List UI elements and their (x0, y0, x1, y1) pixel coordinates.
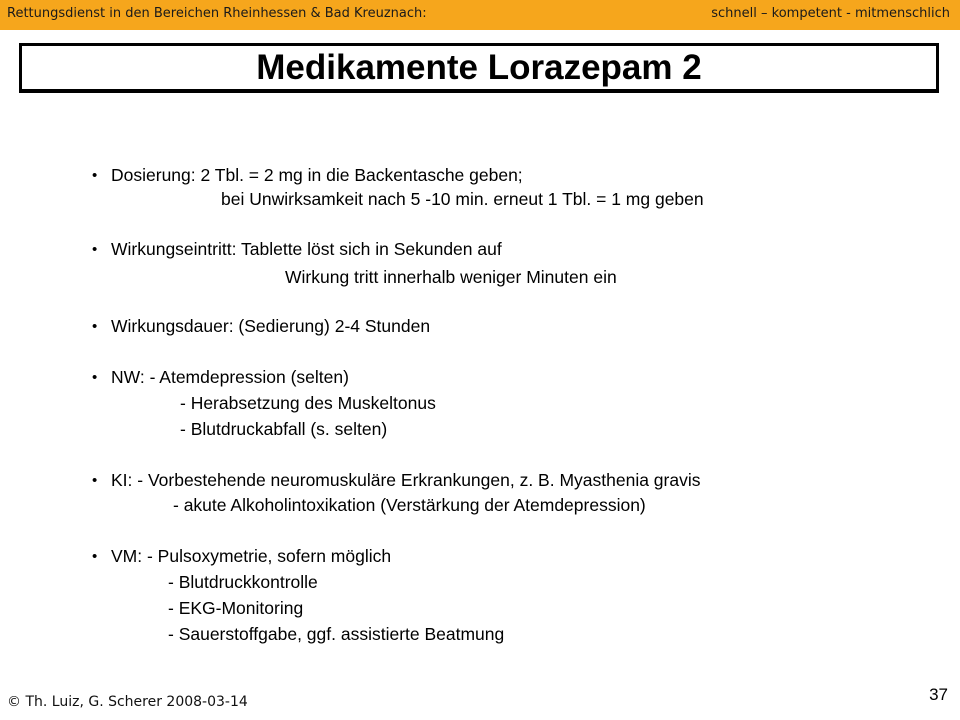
footer-copyright: © Th. Luiz, G. Scherer 2008-03-14 (7, 694, 248, 710)
bullet-nw: • (92, 369, 98, 386)
slide-title: Medikamente Lorazepam 2 (256, 48, 702, 87)
header-slogan-text: schnell – kompetent - mitmenschlich (711, 6, 950, 21)
nw-line-1: NW: - Atemdepression (selten) (111, 367, 349, 387)
vm-line-1: VM: - Pulsoxymetrie, sofern möglich (111, 546, 392, 566)
header-organization-text: Rettungsdienst in den Bereichen Rheinhessen & Bad Kreuznach: (7, 6, 427, 21)
wirkungseintritt-line-2: Wirkung tritt innerhalb weniger Minuten ein (285, 267, 617, 287)
bullet-wirkungsdauer: • (92, 318, 98, 335)
ki-line-2: - akute Alkoholintoxikation (Verstärkung der Atemdepression) (173, 495, 646, 515)
vm-line-2: - Blutdruckkontrolle (168, 572, 318, 592)
header-bar (0, 0, 960, 30)
bullet-ki: • (92, 472, 98, 489)
page-number: 37 (929, 685, 948, 704)
nw-line-2: - Herabsetzung des Muskeltonus (180, 393, 436, 413)
wirkungseintritt-line-1: Wirkungseintritt: Tablette löst sich in Sekunden auf (111, 239, 502, 259)
vm-line-3: - EKG-Monitoring (168, 598, 304, 618)
nw-line-3: - Blutdruckabfall (s. selten) (180, 419, 388, 439)
dosierung-line-1: Dosierung: 2 Tbl. = 2 mg in die Backentasche geben; (111, 165, 523, 185)
wirkungsdauer-line-1: Wirkungsdauer: (Sedierung) 2-4 Stunden (111, 316, 431, 336)
ki-line-1: KI: - Vorbestehende neuromuskuläre Erkrankungen, z. B. Myasthenia gravis (111, 470, 701, 490)
bullet-dosierung: • (92, 167, 98, 184)
vm-line-4: - Sauerstoffgabe, ggf. assistierte Beatmung (168, 624, 505, 644)
bullet-vm: • (92, 548, 98, 565)
dosierung-line-2: bei Unwirksamkeit nach 5 -10 min. erneut 1 Tbl. = 1 mg geben (221, 189, 704, 209)
bullet-wirkungseintritt: • (92, 241, 98, 258)
title-box (19, 43, 939, 93)
